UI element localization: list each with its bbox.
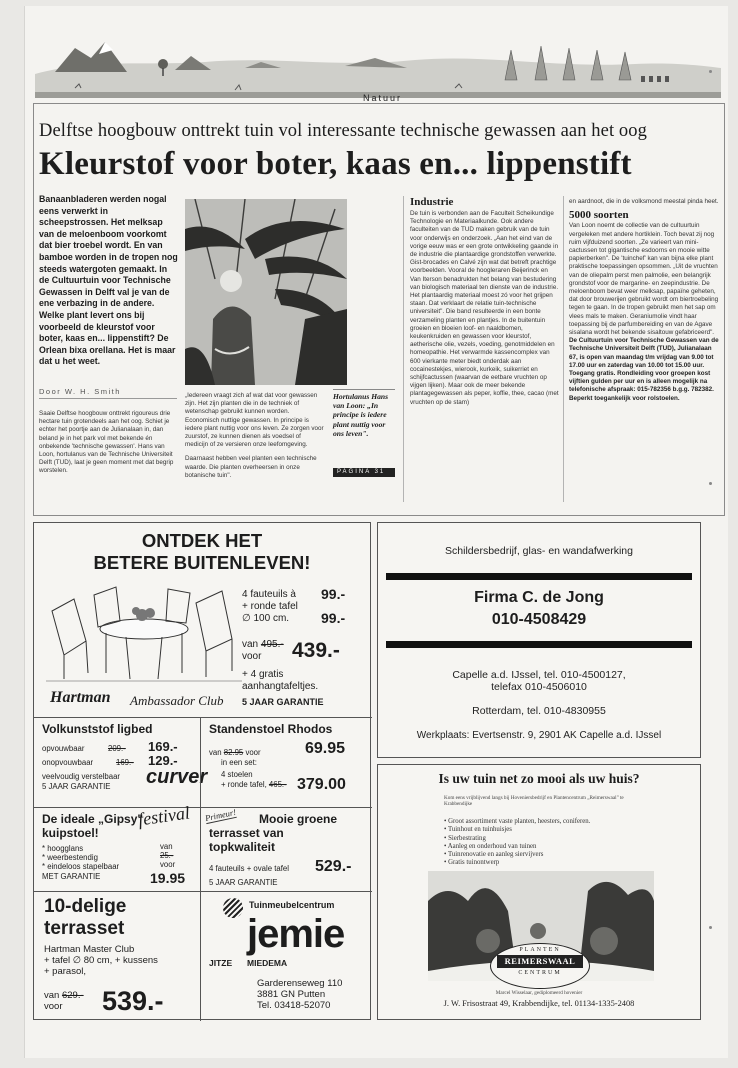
ligbed-title: Volkunststof ligbed	[42, 722, 153, 736]
logo-ring-bottom: CENTRUM	[518, 970, 562, 976]
column-divider	[403, 196, 404, 502]
service-item: • Groot assortiment vaste planten, heesters, coniferen.	[444, 818, 591, 825]
jemie-logo-icon	[223, 898, 243, 918]
rhodos-van: van	[209, 748, 222, 757]
terras-line-1: 4 fauteuils + ovale tafel	[209, 864, 289, 873]
jemie-address-2: 3881 GN Putten	[257, 989, 326, 1000]
service-item: • Tuinhout en tuinhuisjes	[444, 826, 512, 834]
ad-cell-terrasset	[200, 807, 372, 891]
jemie-jitze: JITZE	[209, 958, 233, 968]
jemie-phone: Tel. 03418-52070	[257, 1000, 331, 1011]
offer-table-size: ∅ 100 cm.	[242, 613, 290, 624]
jong-address-2: telefax 010-4506010	[491, 681, 587, 693]
reimerswaal-owner: Marcel Wisselaar, gediplomeerd hovenier	[495, 990, 583, 996]
article-column-3: De tuin is verbonden aan de Faculteit Scheikundige Technologie en Materiaalkunde. Ook andere faculteiten van de TUD maken gebruik van de tuin voor onderwijs en onderzoek. „Aan het eind van de vorige eeuw was er een grote ontwikkeling gaande in de industrie die plantaardige grondstoffen verwerkte. Gist-brocades en Calvé zijn wat dat betreft prachtige voorbeelden. Vooral de hoogleraren Beijerinck en Van Iterson benadrukten het belang van bestudering van biologisch materiaal ten dienste van de industrie. Het plantaardig materiaal moest zó voor het grijpen staan. Dat verklaart de relatie tuin-technische universiteit". Die band resulteerde in een bonte verzameling planten en plantjes. In de buitentuin groeien en bloeien loof- en naaldbomen, keukenkruiden en gewassen voor kleurstof, aetherische olie, vezels, voeding, genotmiddelen en homeopathie. Het verwarmde kassencomplex van 600 vierkante meter biedt onderdak aan cocainestekjes, wierook, kurkeik, suikerriet en schijfcactussen (waarvan de eetbare vruchten op vijgen lijken). Maar ook de meer bekende plantagegewassen als peper, koffie, thee, cacao (met vruchten op de stam)	[410, 210, 559, 406]
brand-festival: festival	[136, 802, 192, 830]
pull-quote: Hortulanus Hans van Loon: „In principe is iedere plant nuttig voor ons leven".	[333, 389, 395, 438]
rhodos-line-1	[209, 748, 261, 757]
subhead-5000-soorten: 5000 soorten	[569, 209, 629, 222]
jemie-miedema: MIEDEMA	[247, 958, 288, 968]
gipsy-price: 19.95	[150, 870, 186, 886]
ad-cell-ligbed	[34, 717, 208, 807]
ad-headline-line: BETERE BUITENLEVEN!	[93, 552, 311, 573]
greenhouse-photo	[185, 199, 347, 385]
jong-address-3: Rotterdam, tel. 010-4830955	[472, 705, 606, 717]
offer-extra: + 4 gratis	[242, 669, 284, 680]
ad-buitenleven	[33, 522, 371, 1020]
jemie-address-1: Garderenseweg 110	[257, 978, 343, 989]
logo-name: REIMERSWAAL	[497, 955, 583, 968]
set10-line-2: + tafel ∅ 80 cm, + kussens	[44, 955, 158, 966]
ligbed-line-4: 5 JAAR GARANTIE	[42, 782, 111, 791]
terras-title-2: terrasset van	[209, 826, 284, 840]
gipsy-van: van	[160, 842, 173, 851]
service-item-label: Aanleg en onderhoud van tuinen	[447, 842, 537, 850]
logo-ring-top: PLANTEN	[519, 947, 561, 953]
ligbed-line-3: veelvoudig verstelbaar	[42, 772, 121, 781]
reimerswaal-logo	[490, 943, 590, 989]
ad-cell-gipsy	[34, 802, 200, 891]
margin-mark	[709, 926, 712, 929]
set10-voor: voor	[44, 1001, 63, 1012]
section-name: Natuur	[363, 93, 403, 103]
reimerswaal-footer: J. W. Frisostraat 49, Krabbendijke, tel. 01134-1335-2408	[443, 999, 635, 1008]
offer-table: + ronde tafel	[242, 601, 298, 612]
margin-mark	[709, 482, 712, 485]
column-2-paragraph: Daarnaast hebben veel planten een technische waarde. Die planten overheersen in onze botanische tuin".	[185, 455, 317, 479]
gipsy-feature: * weerbestendig	[42, 853, 98, 862]
set10-line-1: Hartman Master Club	[44, 944, 135, 955]
visitor-info: De Cultuurtuin voor Technische Gewassen van de Technische Universiteit Delft (TUD), Julianalaan 67, is open van maandag t/m vrijdag van 9.00 tot 17.00 uur en zaterdag van 10.00 tot 15.00 uur. Toegang gratis. Rondleiding voor groepen kost vijftien gulden per uur en is alleen mogelijk na telefonische afspraak: 015-782356 b.g.g. 782382. Beperkt toegankelijk voor rolstoelen.	[569, 337, 719, 402]
offer-fauteuils-price: 99.-	[321, 586, 346, 602]
gipsy-title-2: kuipstoel!	[42, 826, 99, 840]
ligbed-line-1: opvouwbaar	[42, 744, 85, 753]
ad-cell-10-delige	[34, 891, 200, 1021]
column-2-paragraph: „Iedereen vraagt zich af wat dat voor gewassen zijn. Het zijn planten die in de techniek of wetenschap gebruikt kunnen worden. Economisch nuttige gewassen. In principe is iedere plant nuttig voor ons leven. Ze zorgen voor zuurstof, ze kunnen dienen als voedsel of medicijn of ze versieren onze leefomgeving.	[185, 392, 324, 449]
rhodos-set-old: 465.-	[268, 780, 287, 789]
set10-line-3: + parasol,	[44, 966, 86, 977]
offer-fauteuils: 4 fauteuils à	[242, 589, 296, 600]
brand-curver: curver	[146, 766, 208, 788]
article-column-4	[569, 198, 719, 403]
byline-divider	[39, 398, 177, 399]
gipsy-feature: * hoogglans	[42, 844, 84, 853]
reimerswaal-services	[444, 818, 590, 868]
page-number-bar: PAGINA 31	[333, 468, 395, 477]
gipsy-voor: voor	[160, 860, 176, 869]
set10-title-2: terrasset	[44, 918, 125, 939]
service-item: • Gratis tuinontwerp	[444, 859, 500, 867]
brand-ambassador: Ambassador Club	[130, 693, 224, 708]
was-price: 495.-	[260, 639, 284, 650]
article-headline: Kleurstof voor boter, kaas en... lippenstift	[39, 146, 632, 182]
ligbed-old-1: 209.-	[108, 744, 126, 753]
offer-guarantee: 5 JAAR GARANTIE	[242, 697, 324, 707]
rhodos-set: + ronde tafel,	[221, 780, 267, 789]
terras-title-3: topkwaliteit	[209, 840, 276, 854]
ad-cell-rhodos	[200, 717, 372, 807]
column-4-lead: en aardnoot, die in de volksmond meestal pinda heet.	[569, 198, 719, 205]
newspaper-page	[24, 6, 728, 1058]
ad-reimerswaal	[377, 764, 701, 1020]
offer-was	[242, 639, 284, 651]
offer-now-label: voor	[242, 651, 262, 662]
set10-van: van	[44, 990, 60, 1001]
service-item-label: Groot assortiment vaste planten, heesters, coniferen.	[448, 818, 591, 825]
article-column-1: Saaie Delftse hoogbouw onttrekt rigoureus drie hectare tuin grotendeels aan het oog. Schiet je echter het poortje aan de Julianalaan in, dan beland je in het park vol met bekende én onbekende 'technische gewassen'. Hans van Loon, hortulanus van de Technische Universiteit Delft (TUD), laat je geen moment met dat begrip worstelen.	[39, 410, 174, 475]
jong-address-1: Capelle a.d. IJssel, tel. 010-4500127,	[452, 669, 626, 681]
offer-table-price: 99.-	[321, 610, 346, 626]
ad-firma-de-jong	[377, 522, 701, 758]
terras-title-1: Mooie groene	[259, 812, 338, 826]
terras-price: 529.-	[315, 858, 352, 875]
subhead-industrie: Industrie	[410, 196, 454, 208]
service-item-label: Gratis tuinontwerp	[448, 859, 500, 867]
set10-old: 629.-	[61, 990, 84, 1001]
service-item-label: Tuinrenovatie en aanleg siervijvers	[447, 851, 544, 859]
ad-headline	[34, 530, 370, 574]
rhodos-price: 69.95	[305, 740, 346, 757]
rhodos-line-3: 4 stoelen	[221, 770, 253, 779]
was-label: van	[242, 639, 259, 650]
gipsy-feature: * eindeloos stapelbaar	[42, 862, 120, 871]
article-byline: Door W. H. Smith	[39, 387, 121, 396]
reimerswaal-intro: Kom eens vrijblijvend langs bij Hoveniersbedrijf en Plantencentrum „Reimerswaal" te Krabbendijke	[444, 795, 624, 808]
service-item: • Sierbestrating	[444, 834, 486, 842]
rhodos-line-2: in een set:	[221, 758, 257, 767]
column-4-body: Van Loon noemt de collectie van de cultuurtuin vergeleken met andere hortiklein. Toch bevat zij nog ruim vijfduizend soorten. „Ze varieert van mini-cactussen tot gigantische esdoorns en mooie witte papierberken". De 'tuinchef' kan van bijna elke plant praktische toepassingen opsommen. „Uit de vruchten van de oliepalm perst men palmolie, een belangrijk grondstof voor de margarine- en zeepindustrie. De meloenboom bevat weer melksap, papaïne geheten, dat door brouwerijen gebruikt wordt om biertroebeling tegen te gaan. In de tropen gebruikt men het sap om vlees mals te maken. Geraniumolie vindt haar toepassing bij de parfumbereiding en van de Agave sisalana wordt het bekende sisaltouw gefabriceerd".	[569, 222, 719, 337]
service-item: • Aanleg en onderhoud van tuinen	[444, 842, 537, 850]
jemie-logo: jemie	[247, 912, 345, 956]
reimerswaal-title: Is uw tuin net zo mooi als uw huis?	[438, 771, 640, 786]
service-item-label: Sierbestrating	[448, 834, 486, 842]
jong-address-4: Werkplaats: Evertsenstr. 9, 2901 AK Capelle a.d. IJssel	[416, 730, 662, 741]
jong-divider	[386, 641, 692, 648]
jong-name: Firma C. de Jong	[474, 589, 604, 606]
jemie-tagline: Tuinmeubelcentrum	[249, 900, 335, 910]
patio-furniture-illustration	[46, 581, 242, 685]
rhodos-set-price: 379.00	[297, 776, 346, 793]
margin-mark	[709, 70, 712, 73]
ligbed-old-2: 169.-	[116, 758, 134, 767]
brand-hartman: Hartman	[50, 689, 111, 706]
ad-headline-line: ONTDEK HET	[141, 530, 263, 551]
terras-guarantee: 5 JAAR GARANTIE	[209, 878, 278, 887]
article-kicker: Delftse hoogbouw onttrekt tuin vol interessante technische gewassen aan het oog	[39, 121, 647, 141]
ad-cell-jemie	[200, 891, 372, 1021]
gipsy-guarantee: MET GARANTIE	[42, 872, 101, 881]
set10-was	[44, 990, 84, 1001]
rhodos-line-4	[221, 780, 287, 789]
set10-price: 539.-	[102, 986, 164, 1016]
jong-divider	[386, 573, 692, 580]
rhodos-title: Standenstoel Rhodos	[209, 722, 333, 736]
offer-now-price: 439.-	[292, 639, 340, 662]
jong-tagline: Schildersbedrijf, glas- en wandafwerking	[445, 545, 633, 557]
gipsy-title-1: De ideale „Gipsy"	[42, 812, 144, 826]
jong-phone: 010-4508429	[491, 611, 587, 628]
ligbed-price-1: 169.-	[148, 739, 178, 754]
ligbed-price-2: 129.-	[148, 753, 178, 768]
article-intro: Banaanbladeren werden nogal eens verwerkt in scheepstrossen. Het melksap van de meloenboom voorkomt dat bier troebel wordt. En van bamboe worden in de tropen nog steeds watergoten gemaakt. In de Cultuurtuin voor Technische Gewassen in Delft val je van de ene verbazing in de andere. Welke plant levert ons bij voorbeeld de kleurstof voor boter, kaas en... lippenstift? De Orlean bixa orellana. Het is maar dat u het weet.	[39, 194, 178, 367]
article-column-2	[185, 392, 325, 480]
primeur-badge: Primeur!	[204, 806, 237, 824]
offer-extra-2: aanhangtafeltjes.	[242, 681, 319, 692]
service-item-label: Tuinhout en tuinhuisjes	[447, 826, 512, 834]
column-divider	[563, 196, 564, 502]
rhodos-old-price: 82.95	[223, 748, 244, 757]
service-item: • Tuinrenovatie en aanleg siervijvers	[444, 851, 544, 859]
rhodos-voor: voor	[245, 748, 261, 757]
set10-title-1: 10-delige	[44, 896, 127, 917]
gipsy-old-price: 25.-	[160, 851, 174, 860]
ligbed-line-2: onopvouwbaar	[42, 758, 94, 767]
